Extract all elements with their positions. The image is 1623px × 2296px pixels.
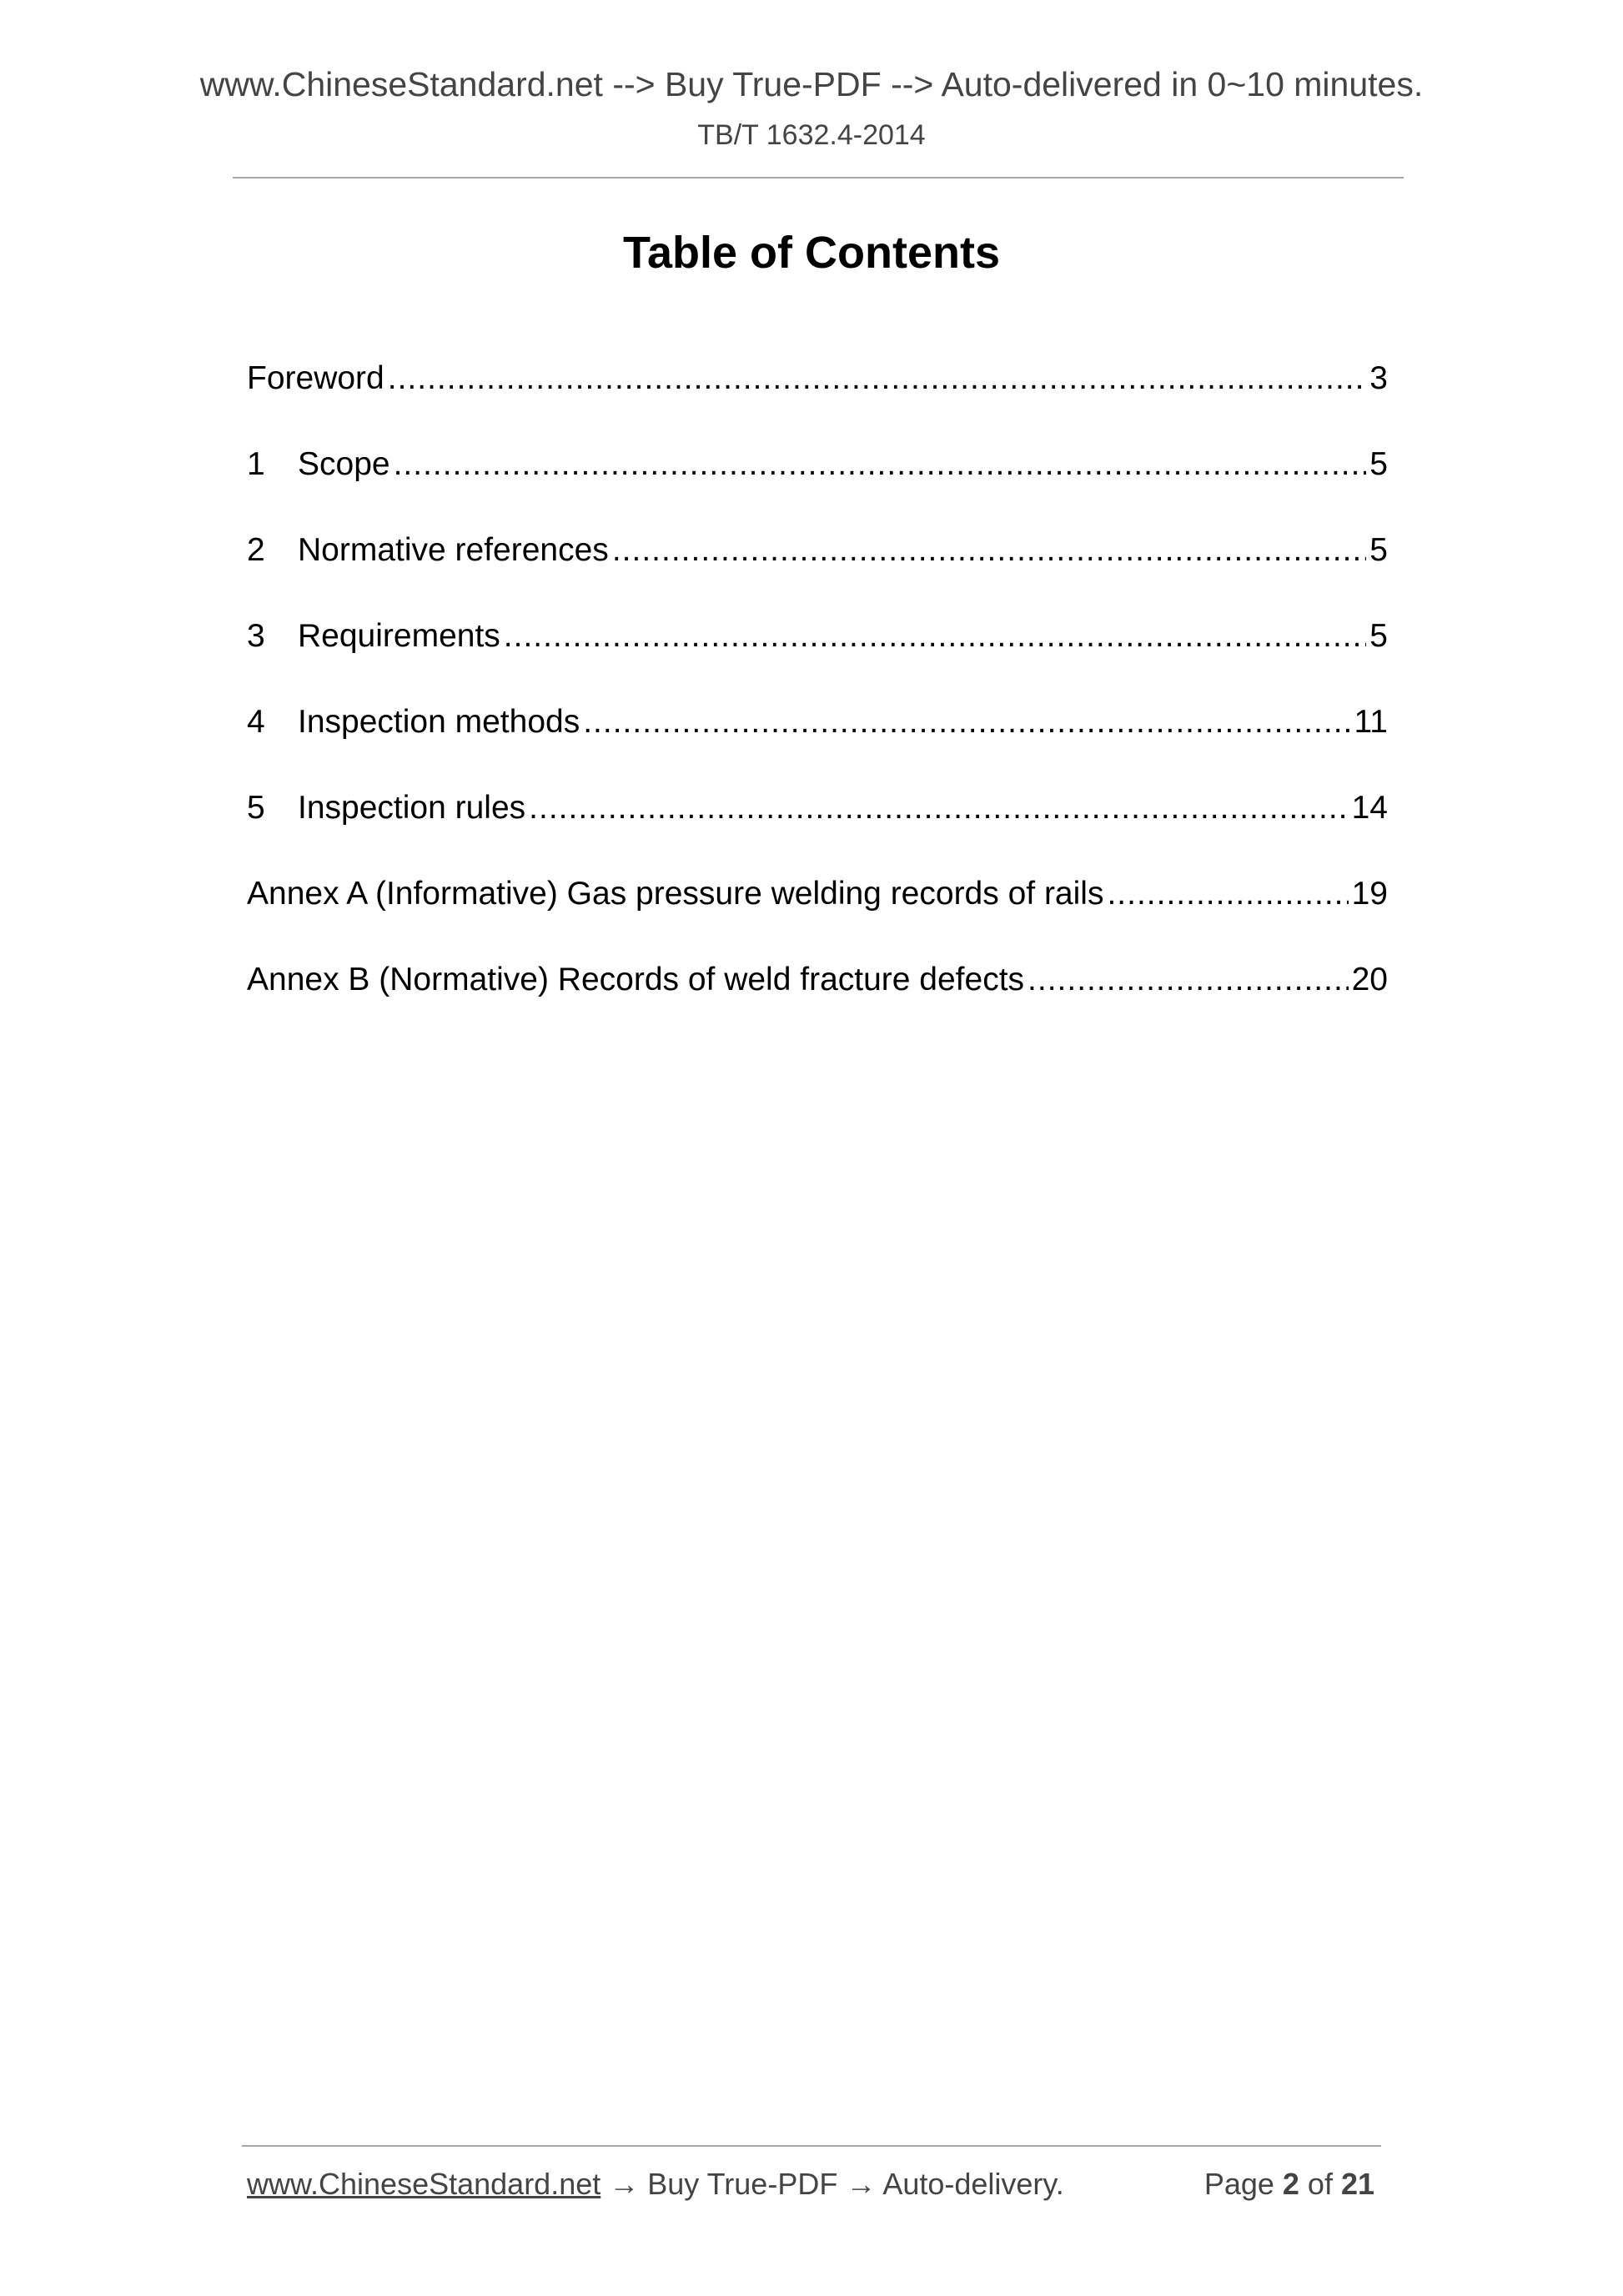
page-number-prefix: Page <box>1203 2167 1283 2201</box>
toc-entry-text: Inspection methods <box>298 704 580 740</box>
toc-entry-page: 14 <box>1351 790 1388 826</box>
toc-entry-text: Inspection rules <box>298 790 526 826</box>
toc-entry-normative-references[interactable] <box>247 532 1388 618</box>
toc-entry-number: 2 <box>247 532 265 568</box>
toc-entry-requirements[interactable] <box>247 618 1388 704</box>
toc-entry-page: 5 <box>1369 532 1388 568</box>
toc-leader-dots <box>1107 876 1348 912</box>
toc-entry-text: Foreword <box>247 360 384 396</box>
toc-leader-dots <box>612 532 1366 569</box>
toc-entry-annex-a[interactable] <box>247 876 1388 962</box>
footer-site-link[interactable]: www.ChineseStandard.net <box>247 2167 601 2201</box>
toc-entry-page: 3 <box>1369 360 1388 396</box>
toc-leader-dots <box>504 618 1367 655</box>
toc-entry-text: Scope <box>298 446 390 482</box>
page-title: Table of Contents <box>623 228 1000 278</box>
toc-entry-number: 3 <box>247 618 265 654</box>
toc-leader-dots <box>388 360 1367 397</box>
toc-entry-text: Annex A (Informative) Gas pressure welding records of rails <box>247 876 1104 912</box>
page-number <box>1204 2167 1374 2202</box>
toc-list <box>247 360 1388 1048</box>
page-number-current: 2 <box>1282 2167 1299 2201</box>
page-footer <box>247 2167 1374 2202</box>
toc-entry-page: 20 <box>1351 962 1388 997</box>
footer-promo <box>247 2167 1064 2202</box>
header-divider <box>233 177 1404 178</box>
toc-entry-text: Requirements <box>298 618 500 654</box>
toc-leader-dots <box>529 790 1348 826</box>
toc-leader-dots <box>394 446 1367 483</box>
toc-entry-number: 5 <box>247 790 265 826</box>
footer-tagline: → Buy True-PDF → Auto-delivery. <box>600 2167 1064 2201</box>
toc-entry-number: 4 <box>247 704 265 740</box>
standard-code: TB/T 1632.4-2014 <box>697 119 926 151</box>
toc-entry-scope[interactable] <box>247 446 1388 532</box>
toc-leader-dots <box>583 704 1350 741</box>
toc-entry-inspection-rules[interactable] <box>247 790 1388 876</box>
toc-entry-foreword[interactable] <box>247 360 1388 446</box>
toc-leader-dots <box>1028 962 1349 998</box>
toc-entry-page: 5 <box>1369 618 1388 654</box>
toc-entry-text: Normative references <box>298 532 609 568</box>
page-number-middle: of <box>1299 2167 1341 2201</box>
footer-divider <box>242 2145 1381 2147</box>
page-number-total: 21 <box>1340 2167 1374 2201</box>
toc-entry-number: 1 <box>247 446 265 482</box>
toc-entry-page: 19 <box>1351 876 1388 912</box>
toc-entry-annex-b[interactable] <box>247 962 1388 1048</box>
toc-entry-text: Annex B (Normative) Records of weld fracture defects <box>247 962 1025 997</box>
header-banner: www.ChineseStandard.net --> Buy True-PDF --> Auto-delivered in 0~10 minutes. <box>199 65 1424 103</box>
toc-entry-page: 5 <box>1369 446 1388 482</box>
toc-entry-page: 11 <box>1354 704 1388 740</box>
toc-entry-inspection-methods[interactable] <box>247 704 1388 790</box>
